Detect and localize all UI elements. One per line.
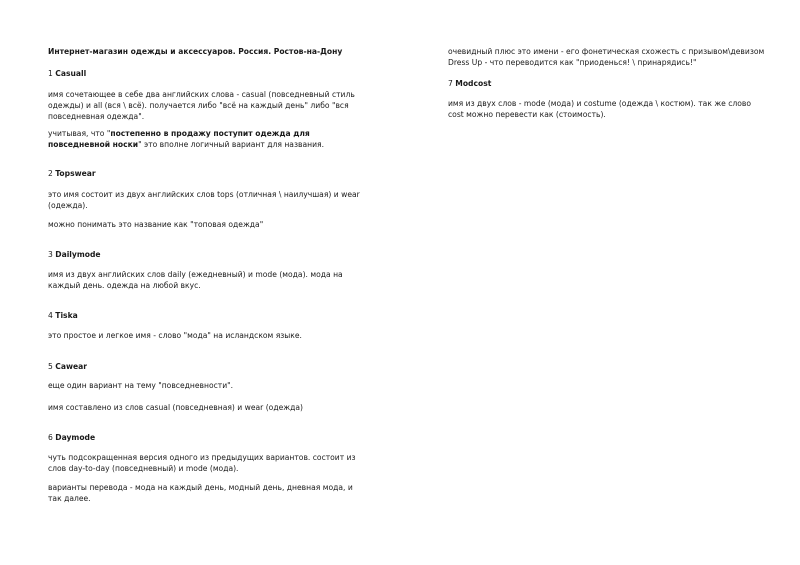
option-heading-topswear bbox=[48, 168, 96, 179]
option-heading-daymode bbox=[48, 432, 95, 443]
paragraph-line: слов day-to-day (повседневный) и mode (мода). bbox=[48, 464, 239, 473]
option-name: Cawear bbox=[55, 362, 87, 371]
option-name: Casuall bbox=[55, 69, 87, 78]
option-name: Daymode bbox=[55, 433, 96, 442]
paragraph-line: имя из двух английских слов daily (ежедневный) и mode (мода). мода на bbox=[48, 270, 343, 279]
paragraph-line: варианты перевода - мода на каждый день, модный день, дневная мода, и bbox=[48, 483, 353, 492]
option-heading-tiska bbox=[48, 310, 78, 321]
paragraph-line: повседневная одежда". bbox=[48, 112, 145, 121]
option-number: 5 bbox=[48, 362, 53, 371]
paragraph-line: (одежда). bbox=[48, 201, 88, 210]
option-name: Topswear bbox=[55, 169, 96, 178]
paragraph-line bbox=[48, 139, 324, 150]
paragraph-line: очевидный плюс это имени - его фонетическая схожесть с призывом\девизом bbox=[448, 47, 765, 56]
paragraph-line: чуть подсокращенная версия одного из предыдущих вариантов. состоит из bbox=[48, 453, 356, 462]
text-run: учитывая, что " bbox=[48, 129, 111, 138]
paragraph-line: имя составлено из слов casual (повседневная) и wear (одежда) bbox=[48, 403, 303, 412]
option-heading-dailymode bbox=[48, 249, 101, 260]
paragraph-line: это простое и легкое имя - слово "мода" на исландском языке. bbox=[48, 331, 302, 340]
option-name: Tiska bbox=[55, 311, 78, 320]
option-number: 2 bbox=[48, 169, 53, 178]
paragraph-line: можно понимать это название как "топовая одежда" bbox=[48, 220, 264, 229]
paragraph-line: это имя состоит из двух английских слов tops (отличная \ наилучшая) и wear bbox=[48, 190, 360, 199]
option-number: 7 bbox=[448, 79, 453, 88]
paragraph-line: еще один вариант на тему "повседневности". bbox=[48, 381, 234, 390]
paragraph-line: одежды) и all (вся \ всё). получается либо "всё на каждый день" либо "вся bbox=[48, 101, 349, 110]
paragraph-line: каждый день. одежда на любой вкус. bbox=[48, 281, 201, 290]
bold-text-run: постепенно в продажу поступит одежда для bbox=[110, 129, 310, 138]
paragraph-line: Dress Up - что переводится как "приоденься! \ принарядись!" bbox=[448, 58, 697, 67]
paragraph-line: имя сочетающее в себе два английских слова - casual (повседневный стиль bbox=[48, 90, 355, 99]
document-title: Интернет-магазин одежды и аксессуаров. Россия. Ростов-на-Дону bbox=[48, 47, 343, 56]
paragraph-line bbox=[48, 128, 310, 139]
paragraph-line: так далее. bbox=[48, 494, 91, 503]
option-number: 3 bbox=[48, 250, 53, 259]
option-name: Dailymode bbox=[55, 250, 101, 259]
option-number: 6 bbox=[48, 433, 53, 442]
option-heading-cawear bbox=[48, 361, 87, 372]
paragraph-line: имя из двух слов - mode (мода) и costume (одежда \ костюм). так же слово bbox=[448, 99, 752, 108]
option-heading-modcost bbox=[448, 78, 491, 89]
option-number: 4 bbox=[48, 311, 53, 320]
option-number: 1 bbox=[48, 69, 53, 78]
text-run: " это вполне логичный вариант для названия. bbox=[138, 140, 324, 149]
paragraph-line: cost можно перевести как (стоимость). bbox=[448, 110, 606, 119]
option-heading-casuall bbox=[48, 68, 86, 79]
option-name: Modcost bbox=[455, 79, 492, 88]
bold-text-run: повседневной носки bbox=[48, 140, 139, 149]
